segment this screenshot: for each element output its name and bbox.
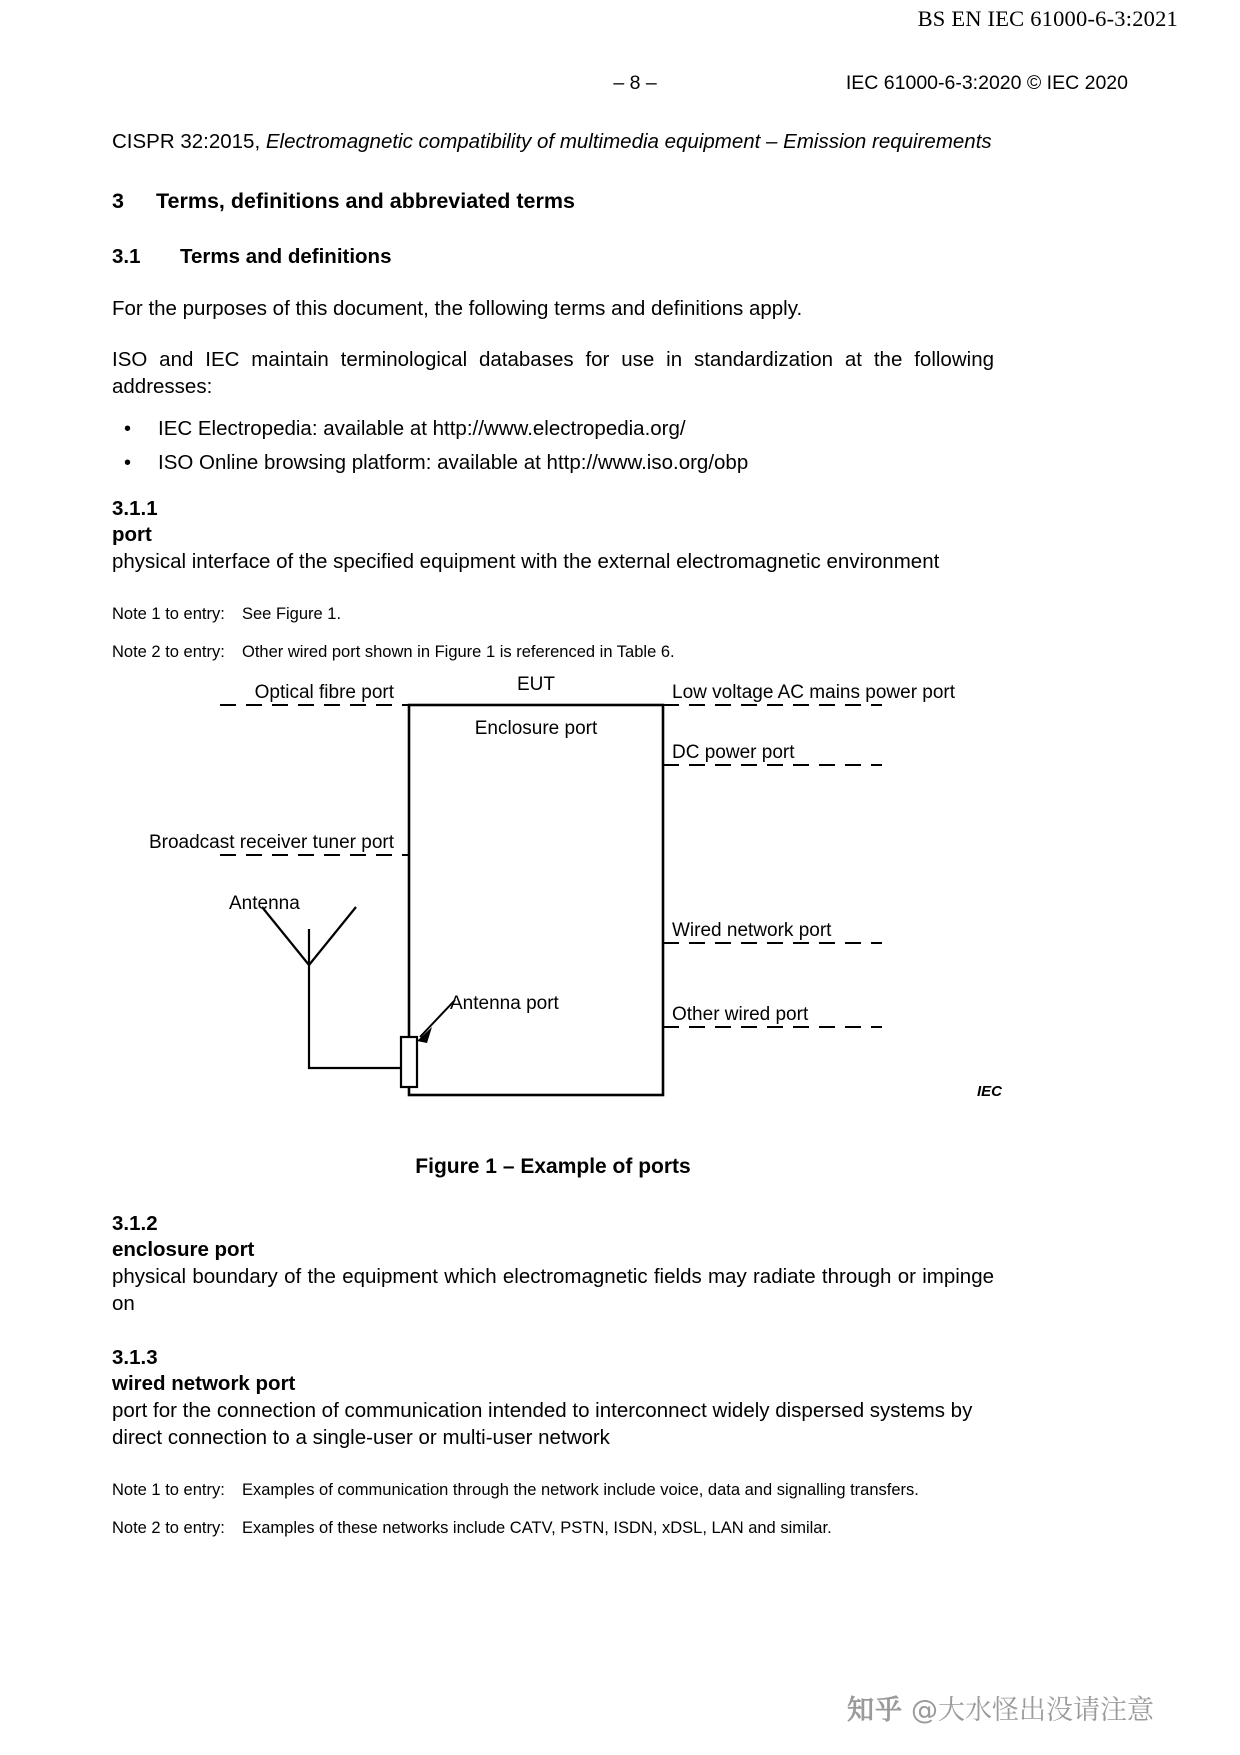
term-name-enclosure-port: enclosure port bbox=[112, 1238, 255, 1261]
term-definition-enclosure-port: physical boundary of the equipment which electromagnetic fields may radiate through or impinge on bbox=[112, 1265, 994, 1315]
list-item bbox=[112, 412, 994, 446]
heading-section-3-1 bbox=[112, 243, 994, 271]
figure-label-low-voltage-ac-mains-power-port: Low voltage AC mains power port bbox=[672, 682, 956, 703]
term-number-3-1-3: 3.1.3 bbox=[112, 1346, 158, 1369]
page-number: – 8 – bbox=[613, 72, 657, 94]
zhihu-logo: 知乎 bbox=[847, 1695, 903, 1726]
watermark-username: @大水怪出没请注意 bbox=[911, 1695, 1154, 1726]
figure-label-other-wired-port: Other wired port bbox=[672, 1004, 809, 1025]
figure-label-antenna: Antenna bbox=[229, 893, 300, 914]
figure-label-wired-network-port: Wired network port bbox=[672, 920, 832, 941]
heading-section-3-title: Terms, definitions and abbreviated terms bbox=[156, 189, 575, 213]
note-1-wired-network-port bbox=[112, 1479, 994, 1501]
iec-standard-header: IEC 61000-6-3:2020 © IEC 2020 bbox=[845, 72, 1128, 94]
figure-label-antenna-port: Antenna port bbox=[450, 993, 559, 1014]
normative-reference bbox=[112, 128, 994, 155]
term-name-wired-network-port: wired network port bbox=[112, 1372, 296, 1395]
note-1-port-text: See Figure 1. bbox=[242, 605, 342, 623]
heading-section-3-number: 3 bbox=[112, 189, 124, 213]
figure-label-broadcast-receiver-tuner-port: Broadcast receiver tuner port bbox=[148, 832, 394, 853]
list-item-label: ISO Online browsing platform: available at http://www.iso.org/obp bbox=[158, 451, 749, 474]
bullet-icon: • bbox=[124, 452, 132, 474]
note-1-wired-network-port-label: Note 1 to entry: bbox=[112, 1481, 225, 1499]
note-2-port-label: Note 2 to entry: bbox=[112, 643, 225, 661]
database-links-list bbox=[112, 412, 994, 480]
paragraph-databases: ISO and IEC maintain terminological databases for use in standardization at the following addresses: bbox=[112, 348, 994, 398]
note-1-wired-network-port-text: Examples of communication through the network include voice, data and signalling transfers. bbox=[242, 1481, 919, 1499]
paragraph-purpose: For the purposes of this document, the following terms and definitions apply. bbox=[112, 297, 803, 320]
term-name-port: port bbox=[112, 523, 152, 546]
figure-1-caption: Figure 1 – Example of ports bbox=[415, 1155, 691, 1178]
term-definition-port: physical interface of the specified equipment with the external electromagnetic environment bbox=[112, 550, 940, 573]
heading-section-3-1-title: Terms and definitions bbox=[180, 245, 392, 268]
note-2-wired-network-port-label: Note 2 to entry: bbox=[112, 1519, 225, 1537]
page-header-line bbox=[112, 72, 1128, 98]
bs-standard-header: BS EN IEC 61000-6-3:2021 bbox=[917, 6, 1178, 31]
term-definition-wired-network-port: port for the connection of communication intended to interconnect widely dispersed systems by direct connection to a single-user or multi-user network bbox=[112, 1399, 973, 1449]
bullet-icon: • bbox=[124, 418, 132, 440]
note-1-port bbox=[112, 603, 994, 625]
heading-section-3-1-number: 3.1 bbox=[112, 245, 141, 268]
figure-source-mark: IEC bbox=[976, 1083, 1002, 1100]
figure-label-dc-power-port: DC power port bbox=[672, 742, 795, 763]
note-2-port-text: Other wired port shown in Figure 1 is referenced in Table 6. bbox=[242, 643, 675, 661]
note-1-port-label: Note 1 to entry: bbox=[112, 605, 225, 623]
heading-section-3 bbox=[112, 187, 994, 215]
reference-prefix: CISPR 32:2015, bbox=[112, 130, 261, 153]
term-number-3-1-2: 3.1.2 bbox=[112, 1212, 158, 1235]
note-2-wired-network-port bbox=[112, 1517, 994, 1539]
reference-title: Electromagnetic compatibility of multimedia equipment – Emission requirements bbox=[265, 130, 992, 153]
note-2-port bbox=[112, 641, 994, 663]
note-2-wired-network-port-text: Examples of these networks include CATV, PSTN, ISDN, xDSL, LAN and similar. bbox=[242, 1519, 832, 1537]
list-item-label: IEC Electropedia: available at http://www.electropedia.org/ bbox=[158, 417, 686, 440]
figure-label-optical-fibre-port: Optical fibre port bbox=[254, 682, 394, 703]
figure-1-diagram bbox=[112, 674, 1002, 1145]
term-number-3-1-1: 3.1.1 bbox=[112, 497, 158, 520]
document-body bbox=[112, 128, 1002, 1539]
list-item bbox=[112, 446, 994, 480]
figure-label-eut: EUT bbox=[517, 674, 555, 695]
figure-label-enclosure-port: Enclosure port bbox=[474, 718, 598, 739]
watermark bbox=[847, 1688, 1154, 1727]
